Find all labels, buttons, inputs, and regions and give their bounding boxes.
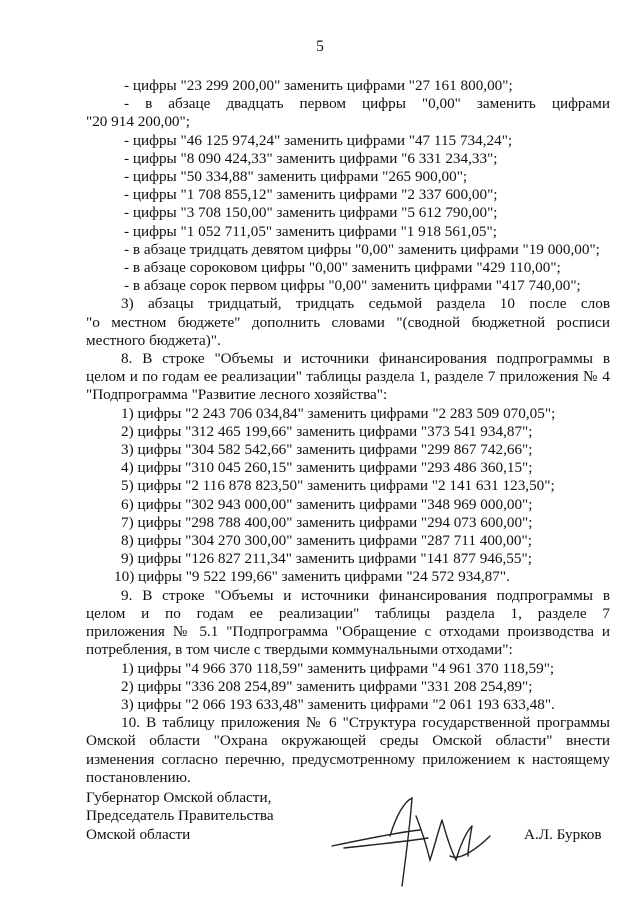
signatory-title-line-2: Председатель Правительства [86,807,274,825]
text-line: - цифры "8 090 424,33" заменить цифрами "6 331 234,33"; [124,149,498,167]
text-line: 2) цифры "336 208 254,89" заменить цифрами "331 208 254,89"; [121,677,533,695]
text-line: "Подпрограмма "Развитие лесного хозяйства": [86,386,388,404]
text-line: 3) абзацы тридцатый, тридцать седьмой раздела 10 после слов [121,295,610,313]
text-line: целом и по годам ее реализации" таблицы раздела 1, разделе 7 [86,604,610,622]
page-number: 5 [316,38,324,55]
signatory-title-line-1: Губернатор Омской области, [86,789,272,806]
text-line: 3) цифры "304 582 542,66" заменить цифрами "299 867 742,66"; [121,441,533,459]
text-line: потребления, в том числе с твердыми коммунальными отходами": [86,641,513,659]
text-line: Омской области "Охрана окружающей среды Омской области" внести [86,732,610,750]
text-line: 10) цифры "9 522 199,66" заменить цифрами "24 572 934,87". [114,568,510,586]
signature-block-title [86,789,274,844]
text-line: 1) цифры "4 966 370 118,59" заменить цифрами "4 961 370 118,59"; [121,659,555,677]
text-line: 6) цифры "302 943 000,00" заменить цифрами "348 969 000,00"; [121,495,533,513]
text-line: "о местном бюджете" дополнить словами "(сводной бюджетной росписи [86,313,610,331]
text-line: 3) цифры "2 066 193 633,48" заменить цифрами "2 061 193 633,48". [121,695,555,713]
signer-name: А.Л. Бурков [524,826,602,843]
text-line: - в абзаце тридцать девятом цифры "0,00" заменить цифрами "19 000,00"; [124,240,600,258]
text-line: 8. В строке "Объемы и источники финансирования подпрограммы в [121,350,610,368]
text-line: постановлению. [86,768,191,786]
text-line: - цифры "46 125 974,24" заменить цифрами "47 115 734,24"; [124,131,513,149]
text-line: 4) цифры "310 045 260,15" заменить цифрами "293 486 360,15"; [121,459,533,477]
text-line: 7) цифры "298 788 400,00" заменить цифрами "294 073 600,00"; [121,513,533,531]
text-line: - в абзаце сороковом цифры "0,00" заменить цифрами "429 110,00"; [124,259,561,277]
text-line: - цифры "50 334,88" заменить цифрами "265 900,00"; [124,168,468,186]
text-line: "20 914 200,00"; [86,113,190,131]
text-line: 8) цифры "304 270 300,00" заменить цифрами "287 711 400,00"; [121,532,532,550]
text-line: - цифры "23 299 200,00" заменить цифрами "27 161 800,00"; [124,77,513,94]
handwritten-signature [330,786,520,896]
text-line: целом и по годам ее реализации" таблицы раздела 1, разделе 7 приложения № 4 [86,368,610,386]
text-line: - цифры "3 708 150,00" заменить цифрами "5 612 790,00"; [124,204,498,222]
text-line: - цифры "1 052 711,05" заменить цифрами "1 918 561,05"; [124,222,497,240]
text-line: 9) цифры "126 827 211,34" заменить цифрами "141 877 946,55"; [121,550,532,568]
signatory-title-line-3: Омской области [86,825,191,843]
text-line: 9. В строке "Объемы и источники финансирования подпрограммы в [121,586,610,604]
text-line: - цифры "1 708 855,12" заменить цифрами "2 337 600,00"; [124,186,498,204]
text-line: - в абзаце сорок первом цифры "0,00" заменить цифрами "417 740,00"; [124,277,581,295]
text-line: - в абзаце двадцать первом цифры "0,00" заменить цифрами [124,95,610,113]
document-body [86,77,610,787]
text-line: изменения согласно перечню, предусмотренному приложением к настоящему [86,750,610,768]
text-line: приложения № 5.1 "Подпрограмма "Обращение с отходами производства и [86,623,610,641]
text-line: 2) цифры "312 465 199,66" заменить цифрами "373 541 934,87"; [121,422,533,440]
text-line: 1) цифры "2 243 706 034,84" заменить цифрами "2 283 509 070,05"; [121,404,556,422]
text-line: 10. В таблицу приложения № 6 "Структура государственной программы [121,714,610,732]
text-line: местного бюджета)". [86,331,221,349]
text-line: 5) цифры "2 116 878 823,50" заменить цифрами "2 141 631 123,50"; [121,477,555,495]
